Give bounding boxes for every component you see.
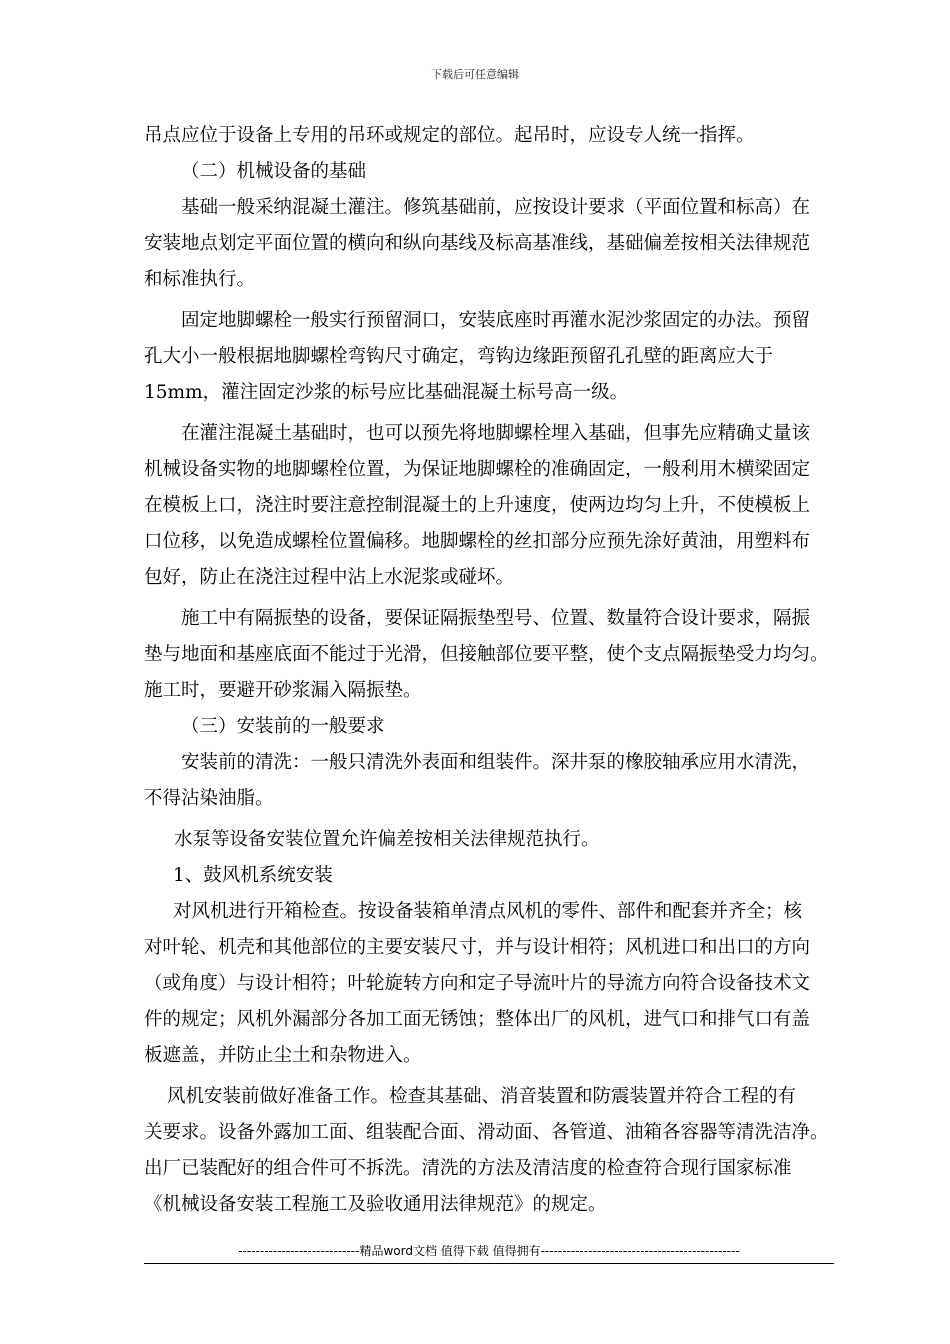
- section-heading: 1、鼓风机系统安装: [173, 865, 333, 886]
- paragraph-line: 风机安装前做好准备工作。检查其基础、消音装置和防震装置并符合工程的有: [167, 1086, 797, 1107]
- section-heading: （三）安装前的一般要求: [181, 716, 385, 737]
- paragraph-line: 施工时，要避开砂浆漏入隔振垫。: [144, 680, 422, 701]
- paragraph-line: 和标准执行。: [144, 269, 256, 290]
- paragraph-line: 吊点应位于设备上专用的吊环或规定的部位。起吊时，应设专人统一指挥。: [144, 125, 755, 146]
- paragraph-line: 在模板上口，浇注时要注意控制混凝土的上升速度，使两边均匀上升，不使模板上: [144, 495, 811, 516]
- paragraph-line: 关要求。设备外露加工面、组装配合面、滑动面、各管道、油箱各容器等清洗洁净。: [144, 1122, 829, 1143]
- paragraph-line: 《机械设备安装工程施工及验收通用法律规范》的规定。: [144, 1194, 607, 1215]
- paragraph-line: 机械设备实物的地脚螺栓位置，为保证地脚螺栓的准确固定，一般利用木横梁固定: [144, 459, 811, 480]
- paragraph-line: 基础一般采纳混凝土灌注。修筑基础前，应按设计要求（平面位置和标高）在: [181, 197, 811, 218]
- paragraph-line: 出厂已装配好的组合件可不拆洗。清洗的方法及清洁度的检查符合现行国家标准: [144, 1158, 792, 1179]
- page-header: 下载后可任意编辑: [431, 68, 519, 81]
- paragraph-line: 安装地点划定平面位置的横向和纵向基线及标高基准线，基础偏差按相关法律规范: [144, 233, 811, 254]
- paragraph-line: 不得沾染油脂。: [144, 788, 274, 809]
- paragraph-line: 对叶轮、机壳和其他部位的主要安装尺寸，并与设计相符；风机进口和出口的方向: [144, 937, 811, 958]
- page-footer: ----------------------------精品word文档 值得下载 值得拥有----------------------------------------------: [238, 1244, 740, 1258]
- paragraph-line: 件的规定；风机外漏部分各加工面无锈蚀；整体出厂的风机，进气口和排气口有盖: [144, 1009, 811, 1030]
- paragraph-line: 包好，防止在浇注过程中沾上水泥浆或碰坏。: [144, 567, 515, 588]
- paragraph-line: 固定地脚螺栓一般实行预留洞口，安装底座时再灌水泥沙浆固定的办法。预留: [181, 310, 811, 331]
- paragraph-line: 施工中有隔振垫的设备，要保证隔振垫型号、位置、数量符合设计要求，隔振: [181, 608, 811, 629]
- paragraph-line: 安装前的清洗：一般只清洗外表面和组装件。深井泵的橡胶轴承应用水清洗，: [181, 752, 811, 773]
- paragraph-line: 孔大小一般根据地脚螺栓弯钩尺寸确定，弯钩边缘距预留孔孔壁的距离应大于: [144, 346, 774, 367]
- paragraph-line: 水泵等设备安装位置允许偏差按相关法律规范执行。: [174, 829, 600, 850]
- paragraph-line: 垫与地面和基座底面不能过于光滑，但接触部位要平整，使个支点隔振垫受力均匀。: [144, 644, 829, 665]
- footer-divider: [144, 1263, 834, 1264]
- paragraph-line: （或角度）与设计相符；叶轮旋转方向和定子导流叶片的导流方向符合设备技术文: [144, 973, 811, 994]
- document-body: [144, 118, 844, 1223]
- paragraph-line: 口位移，以免造成螺栓位置偏移。地脚螺栓的丝扣部分应预先涂好黄油，用塑料布: [144, 531, 811, 552]
- paragraph-line: 板遮盖，并防止尘土和杂物进入。: [144, 1045, 422, 1066]
- paragraph-line: 15mm，灌注固定沙浆的标号应比基础混凝土标号高一级。: [144, 382, 629, 403]
- section-heading: （二）机械设备的基础: [181, 161, 367, 182]
- paragraph-line: 在灌注混凝土基础时，也可以预先将地脚螺栓埋入基础，但事先应精确丈量该: [181, 423, 811, 444]
- paragraph-line: 对风机进行开箱检查。按设备装箱单清点风机的零件、部件和配套并齐全；核: [173, 901, 803, 922]
